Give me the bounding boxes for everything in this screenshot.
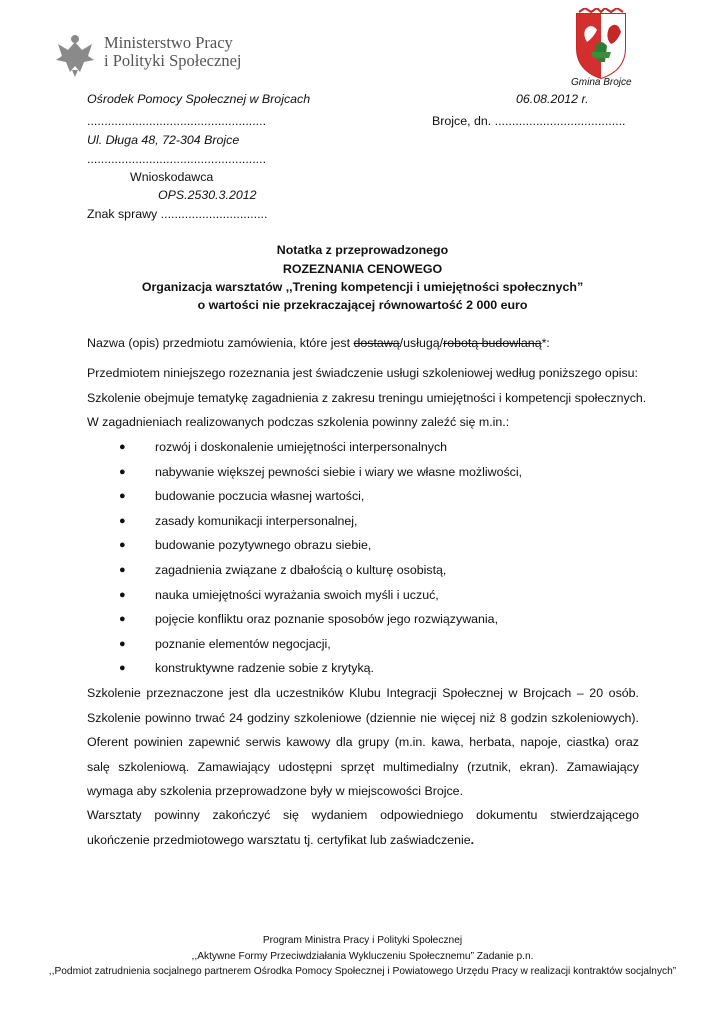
- ministry-eagle-logo: [50, 30, 100, 80]
- topic-item: nauka umiejętności wyrażania swoich myśli i uczuć,: [155, 587, 439, 602]
- topic-bullet: ●: [119, 465, 126, 478]
- topic-item: pojęcie konfliktu oraz poznanie sposobów jego rozwiązywania,: [155, 612, 499, 627]
- title-line1: Notatka z przeprowadzonego: [276, 243, 449, 257]
- subject-line: [87, 336, 550, 350]
- topic-bullet: ●: [119, 637, 126, 650]
- topic-bullet: ●: [119, 613, 126, 626]
- details-paragraph-2-text: Warsztaty powinny zakończyć się wydaniem odpowiedniego dokumentu stwierdzającego ukończenie przedmiotowego warsztatu tj. certyfikat lub zaświadczenie: [87, 808, 639, 847]
- topic-item: zagadnienia związane z dbałością o kulturę osobistą,: [155, 563, 447, 577]
- subject-middle: /usługą/: [399, 336, 444, 350]
- details-paragraph-2-end: .: [470, 832, 475, 847]
- ministry-name-line2: i Polityki Społecznej: [104, 51, 242, 70]
- place-date-label: Brojce, dn. ......................................: [432, 114, 626, 128]
- footer-line2: ,,Aktywne Formy Przeciwdziałania Wykluczeniu Społecznemu” Zadanie p.n.: [191, 951, 534, 962]
- topic-item: konstruktywne radzenie sobie z krytyką.: [155, 661, 374, 676]
- topic-bullet: ●: [119, 539, 126, 552]
- topic-bullet: ●: [119, 588, 126, 601]
- applicant-label: Wnioskodawca: [130, 170, 214, 184]
- footer-line3: ,,Podmiot zatrudnienia socjalnego partnerem Ośrodka Pomocy Społecznej i Powiatowego Urzędu Pracy w realizacji kontraktów socjalnych”: [48, 966, 677, 977]
- topic-item: budowanie poczucia własnej wartości,: [155, 489, 365, 504]
- title-line3: Organizacja warsztatów ,,Trening kompetencji i umiejętności społecznych”: [141, 280, 584, 294]
- ministry-name-line1: Ministerstwo Pracy: [104, 33, 233, 52]
- topic-bullet: ●: [119, 564, 126, 576]
- gmina-crest-icon: [571, 8, 631, 80]
- gmina-label: Gmina Brojce: [571, 77, 632, 88]
- document-date: 06.08.2012 r.: [516, 92, 589, 106]
- details-paragraph-2: [87, 803, 639, 852]
- ops-number: OPS.2530.3.2012: [158, 188, 257, 202]
- intro-paragraph-3: W zagadnieniach realizowanych podczas szkolenia powinny zaleźć się m.in.:: [87, 415, 510, 429]
- topic-item: zasady komunikacji interpersonalnej,: [155, 513, 358, 528]
- topic-item: nabywanie większej pewności siebie i wiary we własne możliwości,: [155, 464, 523, 479]
- intro-paragraph-2: Szkolenie obejmuje tematykę zagadnienia z zakresu treningu umiejętności i kompetencji społecznych.: [87, 391, 647, 405]
- title-line4: o wartości nie przekraczającej równowartość 2 000 euro: [197, 298, 528, 312]
- topic-item: poznanie elementów negocjacji,: [155, 636, 331, 651]
- subject-struck-delivery: dostawą: [353, 336, 400, 350]
- topic-bullet: ●: [119, 514, 126, 527]
- subject-suffix: *:: [541, 336, 550, 350]
- institution-address: Ul. Długa 48, 72-304 Brojce: [87, 133, 240, 147]
- subject-prefix: Nazwa (opis) przedmiotu zamówienia, które jest: [87, 336, 354, 350]
- title-line2: ROZEZNANIA CENOWEGO: [282, 262, 443, 276]
- topic-item: budowanie pozytywnego obrazu siebie,: [155, 538, 372, 553]
- dots-line-2: ....................................................: [87, 152, 267, 166]
- topic-bullet: ●: [119, 490, 126, 503]
- topic-bullet: ●: [119, 441, 126, 453]
- institution-name: Ośrodek Pomocy Społecznej w Brojcach: [87, 92, 311, 106]
- details-paragraph-1: Szkolenie przeznaczone jest dla uczestników Klubu Integracji Społecznej w Brojcach – 20 osób. Szkolenie powinno trwać 24 godziny szkoleniowe (dziennie nie więcej niż 8 godzin szkoleniowych). Oferent powinien zapewnić serwis kawowy dla grupy (m.in. kawa, herbata, napoje, ciastka) oraz salę szkoleniową. Zamawiający udostępni sprzęt multimedialny (rzutnik, ekran). Zamawiający wymaga aby szkolenia przeprowadzone były w miejscowości Brojce.: [87, 686, 639, 798]
- ministry-name: [104, 34, 242, 70]
- topic-item: rozwój i doskonalenie umiejętności interpersonalnych: [155, 440, 448, 454]
- footer-line1: Program Ministra Pracy i Polityki Społecznej: [262, 935, 463, 946]
- topic-bullet: ●: [119, 662, 126, 675]
- intro-paragraph-1: Przedmiotem niniejszego rozeznania jest świadczenie usługi szkoleniowej według poniższego opisu:: [87, 366, 638, 380]
- dots-line-1: ....................................................: [87, 114, 267, 128]
- case-sign: Znak sprawy ...............................: [87, 207, 268, 221]
- subject-struck-works: robotą budowlaną: [443, 336, 542, 350]
